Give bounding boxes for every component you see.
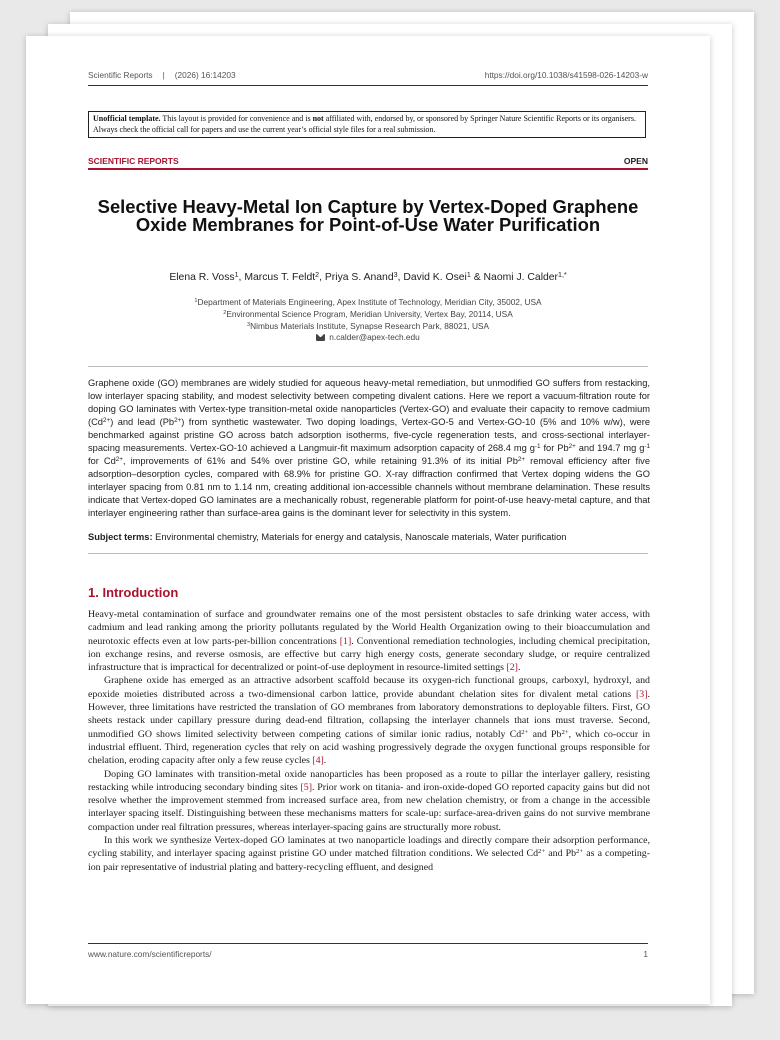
paragraph: Graphene oxide has emerged as an attractive adsorbent scaffold because its oxygen-rich functional groups, carboxyl, hydroxyl, and epoxide moieties distributed across a two-dimensional carbon lattice, provide abundant chelation sites for divalent metal cations [3]. However, three limitations have restricted the translation of GO membranes from laboratory demonstrations to deployable filters. First, GO sheets restack under capillary pressure during dead-end filtration, collapsing the interlayer channels that ions must traverse. Second, unmodified GO shows limited selectivity between competing cations of similar ionic radius, notably $Cd^{2+}$ and $Pb^{2+}$, which co-occur in industrial effluent. Third, regeneration cycles that rely on acid washing progressively degrade the oxygen functional groups responsible for chelation, eroding capacity after only a few reuse cycles [4]. xyxy=(88,675,651,767)
footer-url[interactable]: www.nature.com/scientificreports/ xyxy=(88,949,212,959)
page-footer xyxy=(88,949,648,959)
footer-rule xyxy=(88,943,648,944)
citation-link[interactable]: [5] xyxy=(300,781,312,793)
affiliation: $^2$Environmental Science Program, Meridian University, Vertex Bay, 20114, USA xyxy=(223,308,513,319)
subject-terms: Subject terms: Environmental chemistry, Materials for energy and catalysis, Nanoscale materials, Water purification xyxy=(88,532,567,542)
doi-link[interactable]: https://doi.org/10.1038/s41598-026-14203-w xyxy=(484,70,648,80)
abstract-top-rule xyxy=(88,366,648,367)
journal-rule xyxy=(88,168,648,170)
email-link[interactable]: n.calder@apex-tech.edu xyxy=(329,332,420,342)
paragraph: Doping GO laminates with transition-metal oxide nanoparticles has been proposed as a route to pillar the interlayer gallery, resisting restacking while introducing secondary binding sites [5]. Prior work on titania- and iron-oxide-doped GO reported capacity gains but did not resolve whether the improvement stemmed from increased surface area, from new chelation chemistry, or from a change in the accessible interlayer spacing itself. Distinguishing between these mechanisms matters for scale-up: surface-area-driven gains do not survive membrane compaction under real filtration pressures, whereas interlayer-spacing gains are structurally more robust. xyxy=(88,768,650,833)
citation-link[interactable]: [4] xyxy=(312,755,324,767)
author: Naomi J. Calder xyxy=(483,272,559,283)
journal-name: SCIENTIFIC REPORTS xyxy=(88,156,179,166)
paragraph: Heavy-metal contamination of surface and groundwater remains one of the most persistent obstacles to safe drinking water access, with cadmium and lead ranking among the priority pollutants regulated by the World Health Organization owing to their bioaccumulation and neurotoxic effects even at low parts-per-billion concentrations [1]. Conventional remediation technologies, including chemical precipitation, ion exchange resins, and reverse osmosis, are effective but carry high energy costs, generate secondary sludge, or require centralized infrastructure that is impractical for decentralized or point-of-use deployment in resource-limited settings [2]. xyxy=(88,609,651,674)
running-header-left xyxy=(88,70,236,80)
journal-bar xyxy=(88,156,648,166)
open-access-label: OPEN xyxy=(623,156,648,166)
section-heading: 1. Introduction xyxy=(88,585,179,600)
paper-title: Selective Heavy-Metal Ion Capture by Vertex-Doped Graphene Oxide Membranes for Point-of-Use Water Purification xyxy=(97,196,639,236)
citation-link[interactable]: [2] xyxy=(506,662,518,674)
paper-page xyxy=(26,36,710,1004)
author: Marcus T. Feldt xyxy=(244,272,316,283)
running-citation: (2026) 16:14203 xyxy=(174,70,236,80)
notice-lead: Unofficial template. xyxy=(93,114,161,123)
author: Elena R. Voss xyxy=(169,272,235,283)
template-notice: Unofficial template. This layout is provided for convenience and is not affiliated with, endorsed by, or sponsored by Springer Nature Scientific Reports or its organisers. Always check the official call for papers and use the current year’s official style files for a real submission. xyxy=(88,111,646,138)
body-text xyxy=(88,608,650,874)
envelope-icon xyxy=(316,334,325,341)
author: Priya S. Anand xyxy=(324,272,394,283)
notice-emphasis: not xyxy=(312,114,324,123)
abstract-bottom-rule xyxy=(88,553,648,554)
affiliation-list xyxy=(88,297,648,332)
subject-terms-label: Subject terms: xyxy=(88,532,153,542)
corresponding-email xyxy=(88,332,648,342)
citation-link[interactable]: [1] xyxy=(339,635,352,647)
page-number: 1 xyxy=(643,949,648,959)
running-journal: Scientific Reports xyxy=(88,70,153,80)
abstract: Graphene oxide (GO) membranes are widely studied for aqueous heavy-metal remediation, but unmodified GO suffers from restacking, low interlayer spacing stability, and modest selectivity between competing divalent cations. Here we report a vacuum-filtration route for doping GO laminates with Vertex-type transition-metal oxide nanoparticles (Vertex-GO) and evaluate their capacity to remove cadmium $(Cd^{2+})$ and lead $(Pb^{2+})$ from synthetic wastewater. Two doping loadings, Vertex-GO-5 and Vertex-GO-10 (5% and 10% w/w), were benchmarked against pristine GO across batch adsorption isotherms, five-cycle regeneration tests, and cross-sectional interlayer-spacing measurements. Vertex-GO-10 achieved a Langmuir-fit maximum adsorption capacity of 268.4 mg $g^{-1}$ for $Pb^{2+}$ and 194.7 mg $g^{-1}$ for $Cd^{2+}$, improvements of 61% and 54% over pristine GO, while retaining 91.3% of its initial $Pb^{2+}$ removal efficiency after five adsorption–desorption cycles, compared with 68.9% for pristine GO. X-ray diffraction confirmed that Vertex doping widens the GO interlayer spacing from 0.81 nm to 1.14 nm, creating additional ion-accessible channels without membrane delamination. These results indicate that Vertex-doped GO laminates are a mechanically robust, regenerable platform for point-of-use heavy-metal capture, and that interlayer engineering rather than surface-area gains is the dominant lever for selectivity in this system. xyxy=(88,378,651,518)
author: David K. Osei xyxy=(403,272,467,283)
running-separator: | xyxy=(162,70,165,80)
header-rule xyxy=(88,85,648,86)
affiliation: $^3$Nimbus Materials Institute, Synapse Research Park, 88021, USA xyxy=(246,320,490,331)
affiliation: $^1$Department of Materials Engineering, Apex Institute of Technology, Meridian City, 35002, USA xyxy=(194,297,542,307)
author-list: Elena R. Voss$^1$, Marcus T. Feldt$^2$, Priya S. Anand$^3$, David K. Osei$^1$ & Naomi J. Calder$^{1,*}$ xyxy=(169,271,567,283)
running-header xyxy=(88,70,648,80)
citation-link[interactable]: [3] xyxy=(636,688,648,700)
paragraph: In this work we synthesize Vertex-doped GO laminates at two nanoparticle loadings and directly compare their adsorption performance, cycling stability, and interlayer spacing against pristine GO under matched filtration conditions. We selected $Cd^{2+}$ and $Pb^{2+}$ as a competing-ion pair representative of industrial plating and battery-recycling effluent, and designed xyxy=(88,835,650,873)
